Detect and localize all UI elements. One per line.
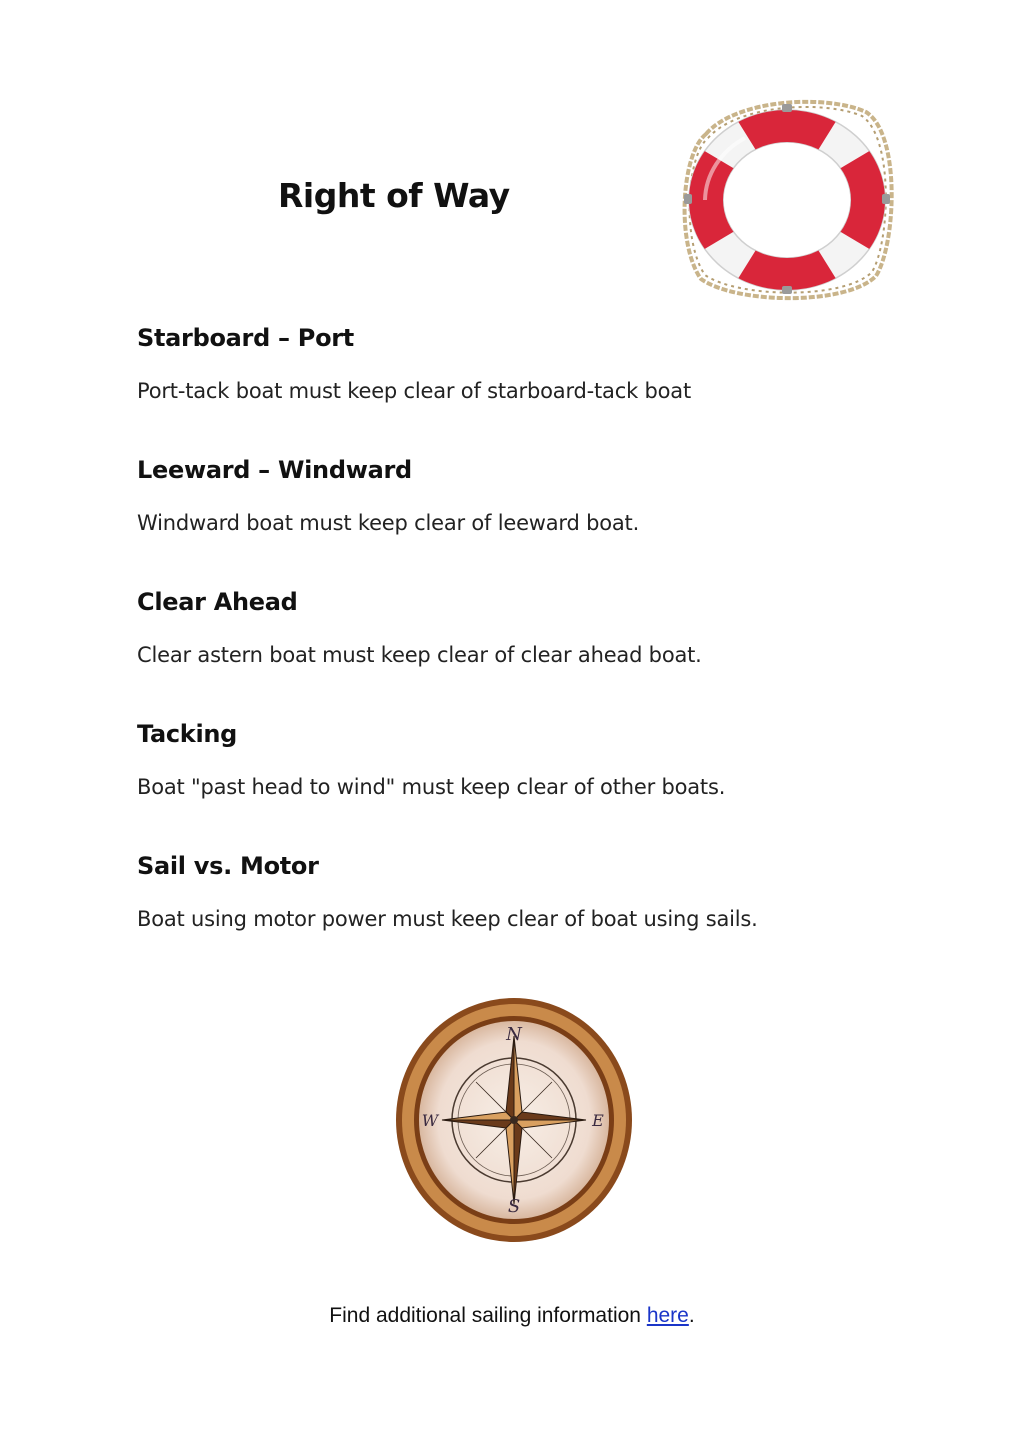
rule-text: Clear astern boat must keep clear of clear ahead boat.: [137, 643, 702, 667]
rule-tacking: [137, 720, 857, 799]
rule-clear-ahead: [137, 588, 857, 667]
rule-heading: Starboard – Port: [137, 324, 354, 352]
rule-text: Port-tack boat must keep clear of starboard-tack boat: [137, 379, 691, 403]
rule-heading: Clear Ahead: [137, 588, 298, 616]
compass-east-letter: E: [592, 1111, 604, 1130]
footer-period: .: [688, 1304, 695, 1327]
rule-starboard-port: [137, 324, 857, 403]
footer-text: Find additional sailing information: [329, 1304, 647, 1327]
rule-heading: Leeward – Windward: [137, 456, 412, 484]
rule-heading: Sail vs. Motor: [137, 852, 319, 880]
compass-icon: [392, 994, 636, 1246]
additional-info-link[interactable]: here: [646, 1304, 689, 1327]
rule-sail-vs-motor: [137, 852, 857, 931]
rule-text: Boat "past head to wind" must keep clear of other boats.: [137, 775, 726, 799]
compass-west-letter: W: [421, 1111, 439, 1130]
rule-text: Windward boat must keep clear of leeward boat.: [137, 511, 640, 535]
compass-south-letter: S: [507, 1196, 521, 1217]
footer-line: [0, 1304, 1024, 1328]
lifebuoy-icon: [676, 94, 898, 306]
page-title: Right of Way: [278, 176, 510, 215]
rule-text: Boat using motor power must keep clear of boat using sails.: [137, 907, 758, 931]
rule-leeward-windward: [137, 456, 857, 535]
compass-north-letter: N: [506, 1024, 522, 1045]
rule-heading: Tacking: [137, 720, 238, 748]
